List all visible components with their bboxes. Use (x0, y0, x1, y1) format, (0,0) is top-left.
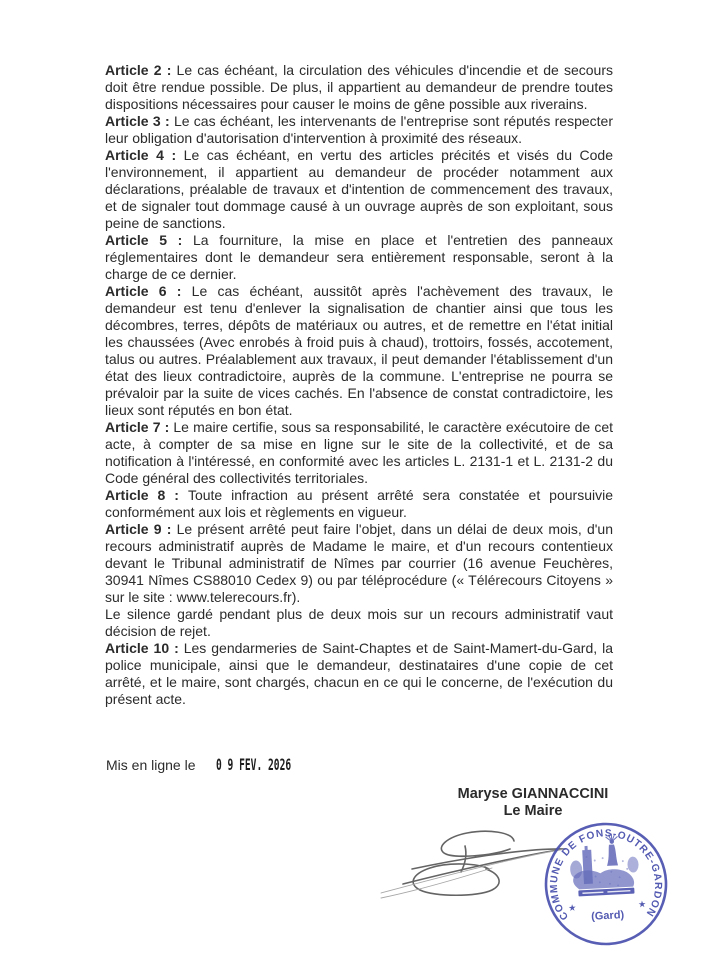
article-label: Article 9 : (105, 521, 172, 537)
stamp-bottom-text: (Gard) (590, 909, 625, 923)
article-text: Toute infraction au présent arrêté sera constatée et poursuivie conformément aux lois et règlements en vigueur. (105, 487, 613, 520)
article-paragraph (105, 283, 613, 419)
article-paragraph (105, 606, 613, 640)
article-text: Le cas échéant, les intervenants de l'entreprise sont réputés respecter leur obligation d'autorisation d'intervention à proximité des réseaux. (105, 113, 613, 146)
commune-stamp-circle (543, 821, 669, 947)
article-label: Article 8 : (105, 487, 179, 503)
signature-block (448, 786, 618, 820)
decree-body (105, 62, 613, 708)
article-text: La fourniture, la mise en place et l'entretien des panneaux réglementaires dont le demandeur sera entièrement responsable, seront à la charge de ce dernier. (105, 232, 613, 282)
article-paragraph (105, 419, 613, 487)
article-text: Le cas échéant, en vertu des articles précités et visés du Code l'environnement, il appartient au demandeur de procéder notamment aux déclarations, préalable de travaux et d'intention de commencement des travaux, et de signaler tout dommage causé à un ouvrage auprès de son exploitant, sous peine de sanctions. (105, 147, 613, 231)
star-icon-right: ★ (637, 898, 647, 910)
date-stamp: 0 9 FEV. 2026 (215, 755, 291, 775)
article-label: Article 6 : (105, 283, 182, 299)
article-label: Article 4 : (105, 147, 177, 163)
article-text: Le cas échéant, aussitôt après l'achèvement des travaux, le demandeur est tenu d'enlever la signalisation de chantier ainsi que tous les décombres, terres, dépôts de matériaux ou autres, et de remettre en l'état initial les chaussées (Avec enrobés à froid puis à chaud), trottoirs, fossés, accotement, talus ou autres. Préalablement aux travaux, il peut demander l'établissement d'un état des lieux contradictoire, auprès de la commune. L'entreprise ne pourra se prévaloir par la suite de vices cachés. En l'absence de constat contradictoire, les lieux sont réputés en bon état. (105, 283, 614, 418)
article-text: Le cas échéant, la circulation des véhicules d'incendie et de secours doit être rendue possible. De plus, il appartient au demandeur de prendre toutes dispositions nécessaires pour causer le moins de gêne possible aux riverains. (105, 62, 613, 112)
svg-text:COMMUNE DE FONS-OUTRE-GARDON (546, 825, 665, 924)
article-paragraph (105, 232, 613, 283)
article-paragraph (105, 147, 613, 232)
stamp-ring-text: COMMUNE DE FONS-OUTRE-GARDON (548, 828, 664, 922)
signatory-title: Le Maire (503, 803, 563, 819)
article-text: Le présent arrêté peut faire l'objet, dans un délai de deux mois, d'un recours administratif auprès de Madame le maire, et d'un recours contentieux devant le Tribunal administratif de Nîmes par courrier (16 avenue Feuchères, 30941 Nîmes CS88010 Cedex 9) ou par téléprocédure (« Télérecours Citoyens » sur le site : www.telerecours.fr). (105, 521, 614, 605)
official-stamp (543, 821, 669, 947)
article-text: Le silence gardé pendant plus de deux mois sur un recours administratif vaut décision de rejet. (105, 606, 613, 639)
signatory-name: Maryse GIANNACCINI (457, 786, 609, 802)
article-label: Article 2 : (105, 62, 172, 78)
article-paragraph (105, 62, 613, 113)
published-label: Mis en ligne le (106, 757, 196, 773)
article-paragraph (105, 113, 613, 147)
publication-line (106, 756, 333, 774)
stamp-emblem (568, 832, 640, 897)
article-text: Le maire certifie, sous sa responsabilité, le caractère exécutoire de cet acte, à compter de sa mise en ligne sur le site de la collectivité, et de sa notification à l'intéressé, en conformité avec les articles L. 2131-1 et L. 2131-2 du Code général des collectivités territoriales. (105, 419, 613, 486)
handwritten-signature (381, 831, 566, 898)
article-paragraph (105, 521, 613, 606)
article-label: Article 5 : (105, 232, 183, 248)
article-label: Article 7 : (105, 419, 170, 435)
article-text: Les gendarmeries de Saint-Chaptes et de Saint-Mamert-du-Gard, la police municipale, ainsi que le demandeur, destinataires d'une copie de cet arrêté, et le maire, sont chargés, chacun en ce qui le concerne, de l'exécution du présent acte. (105, 640, 614, 707)
article-label: Article 10 : (105, 640, 179, 656)
article-paragraph (105, 640, 613, 708)
star-icon-left: ★ (567, 902, 577, 914)
article-label: Article 3 : (105, 113, 170, 129)
article-paragraph (105, 487, 613, 521)
